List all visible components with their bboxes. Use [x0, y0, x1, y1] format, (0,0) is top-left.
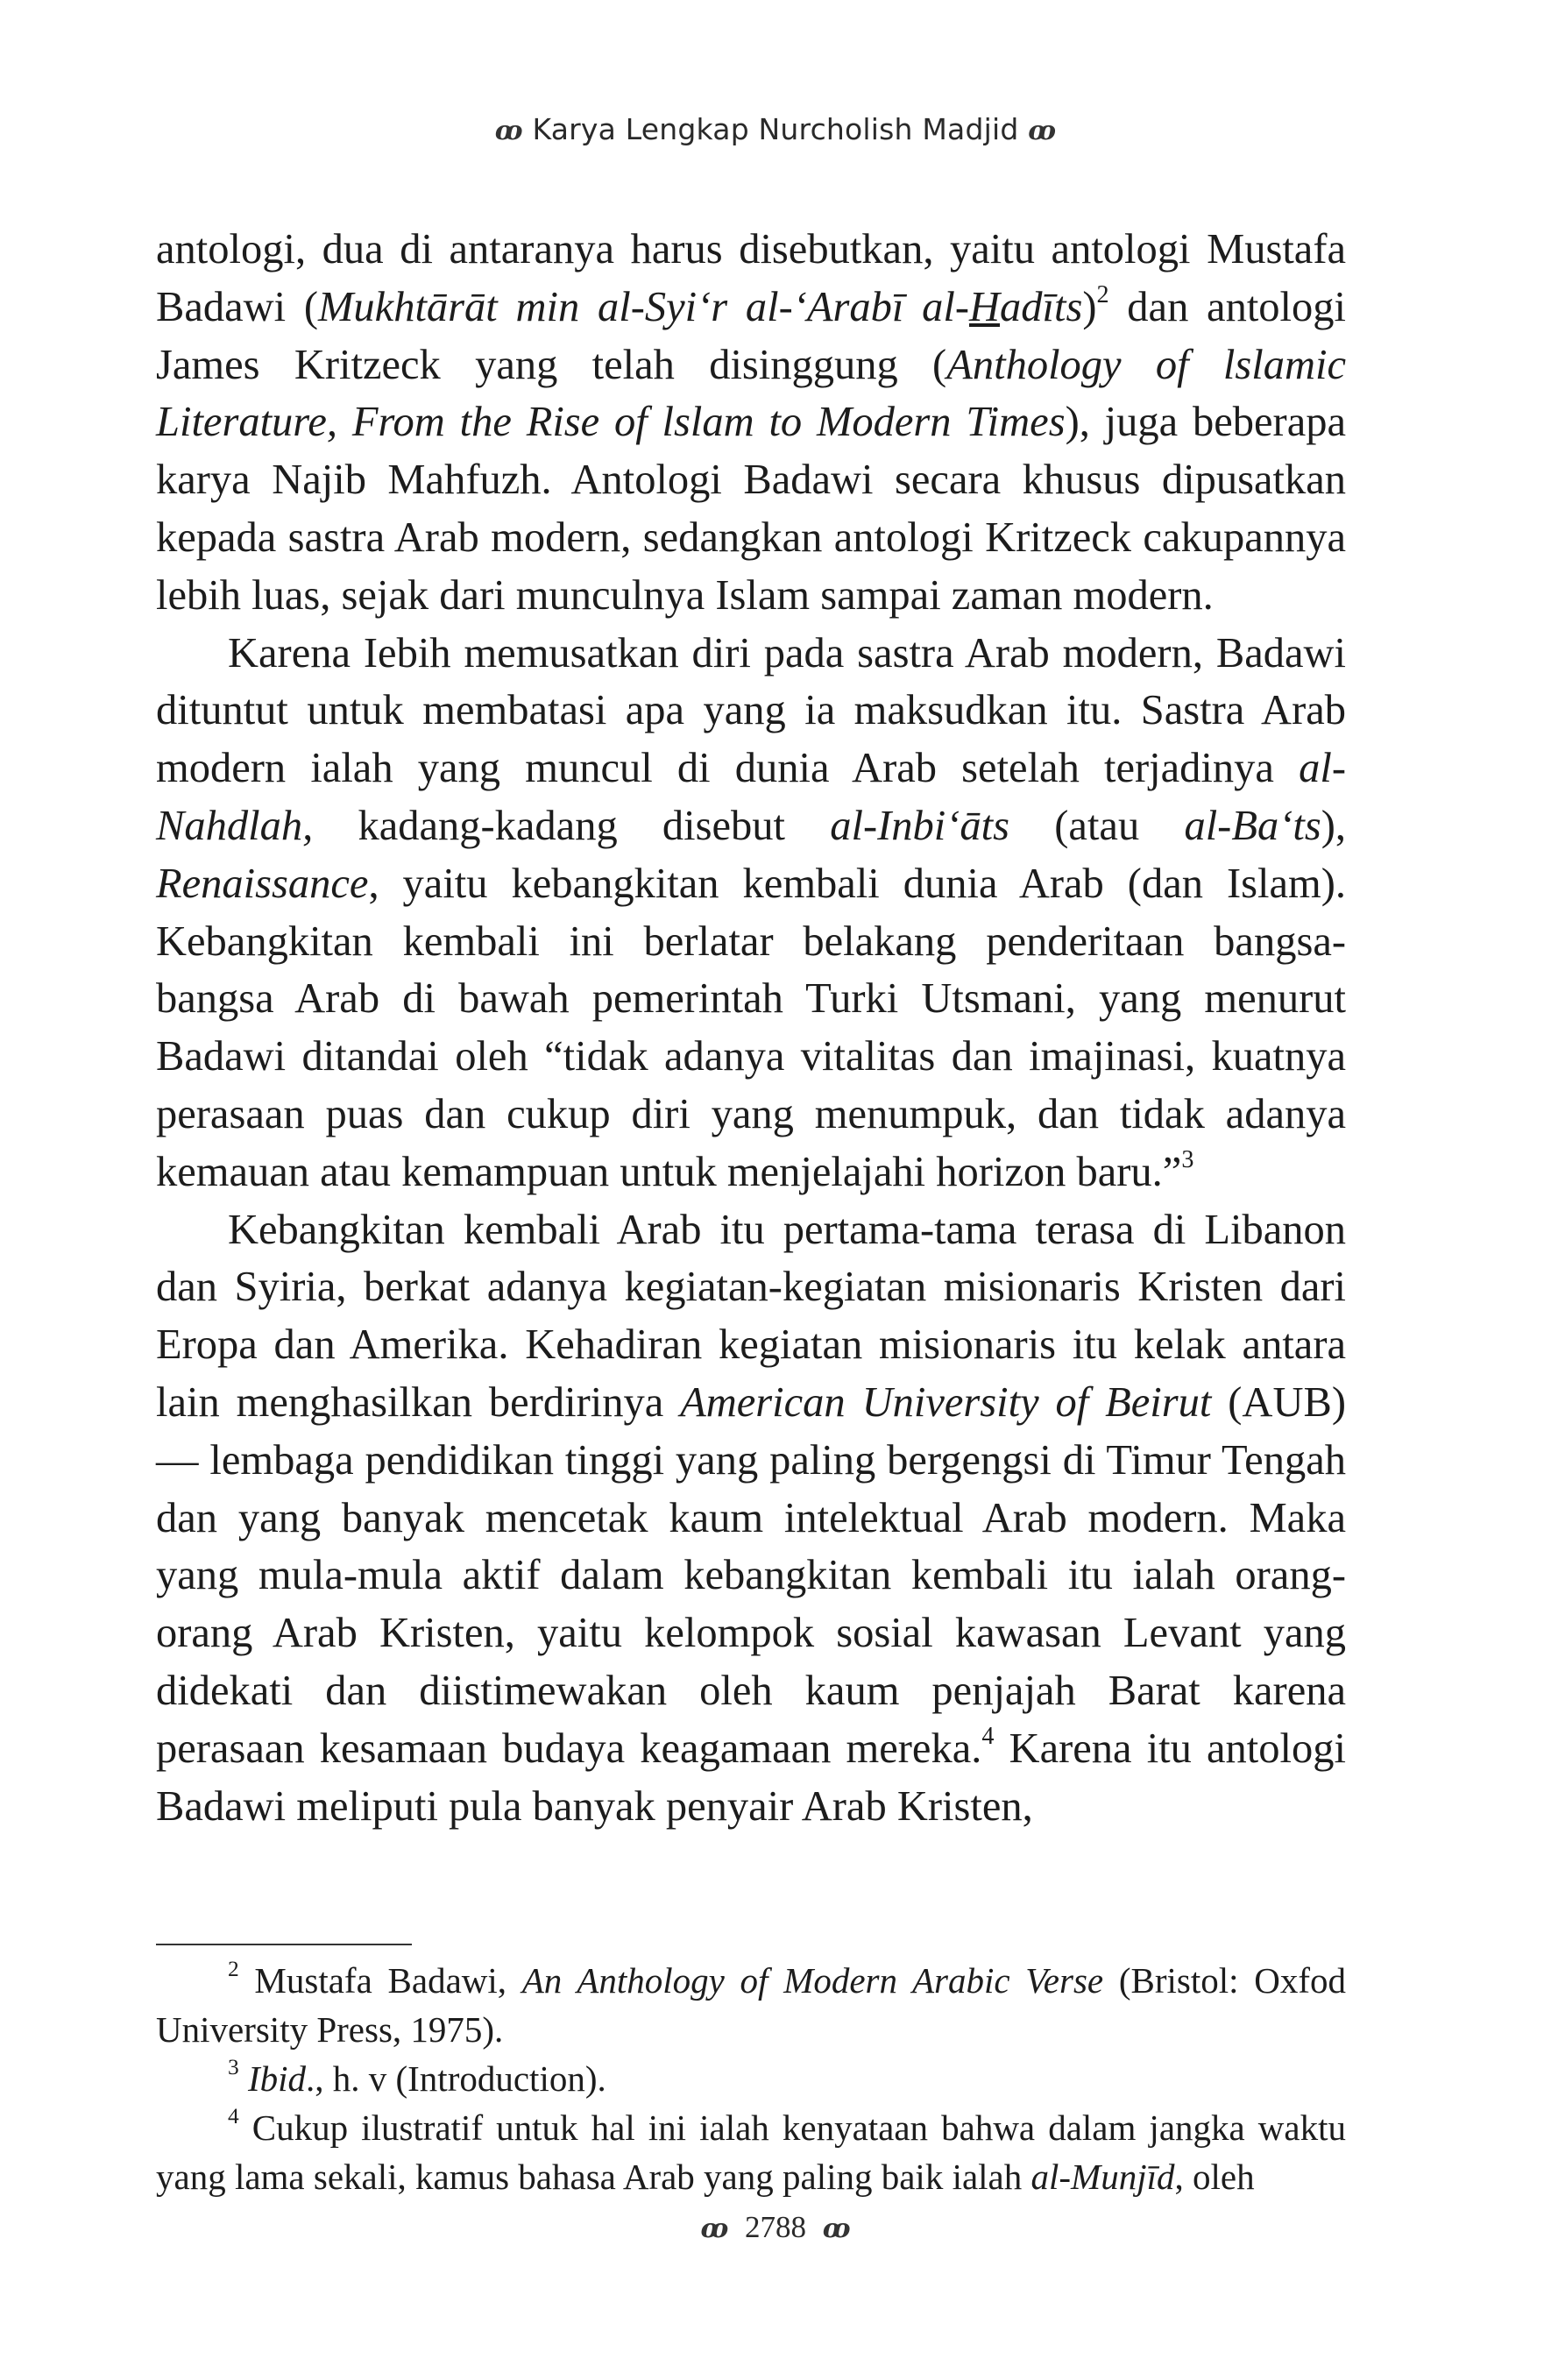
folio-left-ornament-icon: ꝏ — [700, 2214, 729, 2244]
right-ornament-icon: ꝏ — [1028, 116, 1057, 146]
text-run: (AUB) — lembaga pendidikan tinggi yang paling bergengsi di Timur Tengah dan yang banyak mencetak kaum intelektual Arab modern. Maka yang mula-mula aktif dalam kebangkitan kembali itu ialah orang-orang Arab Kristen, yaitu kelompok sosial kawasan Levant yang didekati dan diistimewakan oleh kaum penjajah Barat karena perasaan kesamaan budaya keagamaan mereka. — [156, 1378, 1346, 1772]
text-run: dan antologi James Kritzeck yang telah disinggung ( — [156, 283, 1346, 388]
paragraph — [156, 221, 1346, 625]
italic-text: al-Nahdlah, — [156, 745, 1346, 849]
italic-text: al-Ba‘ts — [1184, 802, 1321, 849]
italic-text: An Anthology of Modern Arabic Verse — [521, 1960, 1104, 2001]
italic-text: American University of Beirut — [680, 1378, 1212, 1426]
footnote-marker: 4 — [228, 2103, 239, 2129]
text-run: ), — [1321, 802, 1346, 849]
text-run: Cukup ilustratif untuk hal ini ialah kenyataan bahwa dalam jangka waktu yang lama sekali, kamus bahasa Arab yang paling baik ialah — [156, 2107, 1346, 2197]
italic-text: Ibid — [247, 2058, 306, 2099]
page-number: 2788 — [745, 2210, 806, 2244]
italic-text: Renaissance — [156, 860, 369, 907]
text-run: kadang-kadang disebut — [313, 802, 831, 849]
running-head-title: Karya Lengkap Nurcholish Madjid — [532, 112, 1019, 146]
text-run: Kebangkitan kembali Arab itu pertama-tama terasa di Libanon dan Syiria, berkat adanya kegiatan-kegiatan misionaris Kristen dari Eropa dan Amerika. Kehadiran kegiatan misionaris itu kelak antara lain menghasilkan berdirinya — [156, 1206, 1346, 1426]
text-run: (Bristol: Oxfod University Press, 1975). — [156, 1960, 1347, 2050]
footnote — [156, 1956, 1346, 2054]
footnote-marker: 3 — [1181, 1145, 1194, 1173]
underlined-italic-letter: H — [968, 283, 1001, 330]
running-head — [0, 112, 1551, 146]
text-run: Karena Iebih memusatkan diri pada sastra Arab modern, Badawi dituntut untuk membatasi apa yang ia maksudkan itu. Sastra Arab modern ialah yang muncul di dunia Arab setelah terjadinya — [156, 629, 1346, 792]
folio-right-ornament-icon: ꝏ — [822, 2214, 851, 2244]
footnote-marker: 2 — [1096, 280, 1109, 308]
italic-text: Mukhtārāt min al-Syi‘r al-‘Arabī al- — [318, 283, 969, 330]
footnote-marker: 4 — [981, 1722, 995, 1750]
text-run: ), juga beberapa karya Najib Mahfuzh. Antologi Badawi secara khusus dipusatkan kepada sastra Arab modern, sedangkan antologi Kritzeck cakupannya lebih luas, sejak dari munculnya Islam sampai zaman modern. — [156, 399, 1346, 619]
footnote-marker: 3 — [228, 2054, 239, 2079]
text-run: (atau — [1009, 802, 1185, 849]
page-folio — [0, 2210, 1551, 2245]
italic-text: Anthology of lslamic Literature, From the Rise of lslam to Modern Times — [156, 341, 1346, 446]
italic-text: adīts — [1000, 283, 1083, 330]
italic-text: al-Inbi‘āts — [830, 802, 1010, 849]
text-run: ) — [1082, 283, 1097, 330]
footnotes — [156, 1956, 1346, 2201]
main-text — [156, 221, 1346, 1835]
text-run: ., h. v (Introduction). — [306, 2058, 606, 2099]
text-run: Mustafa Badawi, — [238, 1960, 522, 2001]
text-run: , oleh — [1174, 2157, 1255, 2197]
footnote — [156, 2103, 1346, 2201]
left-ornament-icon: ꝏ — [494, 116, 523, 146]
footnote — [156, 2054, 1346, 2103]
footnote-marker: 2 — [228, 1956, 239, 1981]
paragraph — [156, 625, 1346, 1201]
italic-text: al-Munjīd — [1030, 2157, 1175, 2197]
footnote-divider — [156, 1944, 412, 1945]
text-run: , yaitu kebangkitan kembali dunia Arab (dan Islam). Kebangkitan kembali ini berlatar belakang penderitaan bangsa-bangsa Arab di bawah pemerintah Turki Utsmani, yang menurut Badawi ditandai oleh “tidak adanya vitalitas dan imajinasi, kuatnya perasaan puas dan cukup diri yang menumpuk, dan tidak adanya kemauan atau kemampuan untuk menjelajahi horizon baru.” — [156, 860, 1346, 1195]
paragraph — [156, 1201, 1346, 1836]
text-run: Karena itu antologi Badawi meliputi pula banyak penyair Arab Kristen, — [156, 1725, 1346, 1830]
text-run: antologi, dua di antaranya harus disebutkan, yaitu antologi Mustafa Badawi ( — [156, 226, 1346, 330]
text-run — [239, 2058, 248, 2099]
